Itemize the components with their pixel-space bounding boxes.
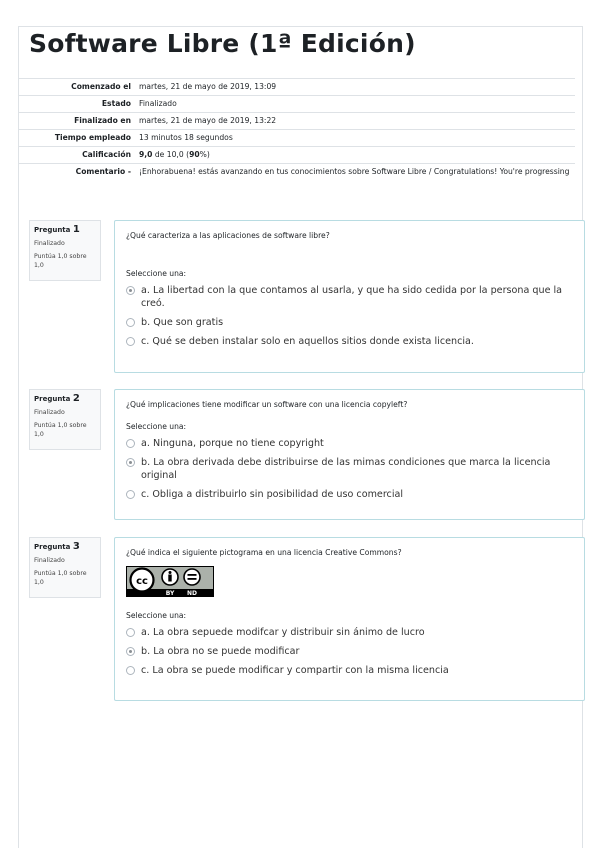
question-number: Pregunta 3 <box>34 541 80 552</box>
radio-icon[interactable] <box>126 337 135 346</box>
summary-row-comment <box>19 164 575 181</box>
summary-key: Comentario - <box>19 164 135 181</box>
answer-option[interactable] <box>126 645 573 658</box>
summary-key: Calificación <box>19 147 135 164</box>
summary-value: martes, 21 de mayo de 2019, 13:22 <box>135 113 575 130</box>
summary-row-time-taken <box>19 130 575 147</box>
summary-key: Finalizado en <box>19 113 135 130</box>
answer-option[interactable] <box>126 316 573 329</box>
answer-option-label: b. La obra derivada debe distribuirse de las mimas condiciones que marca la licencia original <box>141 457 551 481</box>
summary-value: martes, 21 de mayo de 2019, 13:09 <box>135 79 575 96</box>
grade-percent: 90 <box>189 150 200 159</box>
question-score: Puntúa 1,0 sobre 1,0 <box>34 570 87 586</box>
answer-option-label: c. Qué se deben instalar solo en aquellos sitios donde exista licencia. <box>141 336 474 347</box>
answer-option-label: c. La obra se puede modificar y compartir con la misma licencia <box>141 665 449 676</box>
summary-row-grade <box>19 147 575 164</box>
summary-value: Finalizado <box>135 96 575 113</box>
summary-value <box>135 147 575 164</box>
answer-option-label: a. Ninguna, porque no tiene copyright <box>141 438 324 449</box>
by-icon-label: BY <box>165 590 175 597</box>
radio-icon[interactable] <box>126 490 135 499</box>
summary-key: Tiempo empleado <box>19 130 135 147</box>
summary-row-started <box>19 79 575 96</box>
question-state: Finalizado <box>34 240 65 247</box>
answer-option[interactable] <box>126 284 573 310</box>
attempt-summary-table <box>19 78 575 180</box>
question-number: Pregunta 1 <box>34 224 80 235</box>
answer-option[interactable] <box>126 335 573 348</box>
question-info <box>29 220 101 281</box>
answer-option-label: a. La libertad con la que contamos al usarla, y que ha sido cedida por la persona que la creó. <box>141 285 563 309</box>
question-content <box>114 220 585 373</box>
summary-key: Comenzado el <box>19 79 135 96</box>
grade-score: 9,0 <box>139 150 153 159</box>
nd-icon-label: ND <box>186 590 198 597</box>
grade-out-of: de 10,0 ( <box>152 150 190 159</box>
answer-option[interactable] <box>126 626 573 639</box>
answer-prompt: Seleccione una: <box>126 611 187 620</box>
radio-icon[interactable] <box>126 439 135 448</box>
radio-icon[interactable] <box>126 318 135 327</box>
radio-icon[interactable] <box>126 628 135 637</box>
question-text: ¿Qué caracteriza a las aplicaciones de software libre? <box>126 231 330 240</box>
summary-key: Estado <box>19 96 135 113</box>
answer-option-label: a. La obra sepuede modifcar y distribuir sin ánimo de lucro <box>141 627 425 638</box>
question-text: ¿Qué indica el siguiente pictograma en una licencia Creative Commons? <box>126 548 402 557</box>
question-text: ¿Qué implicaciones tiene modificar un software con una licencia copyleft? <box>126 400 408 409</box>
question-state: Finalizado <box>34 409 65 416</box>
answer-prompt: Seleccione una: <box>126 422 187 431</box>
question-number: Pregunta 2 <box>34 393 80 404</box>
summary-row-state <box>19 96 575 113</box>
answer-prompt: Seleccione una: <box>126 269 187 278</box>
cc-icon-label: cc <box>136 576 148 587</box>
radio-selected-icon[interactable] <box>126 647 135 656</box>
question-score: Puntúa 1,0 sobre 1,0 <box>34 253 87 269</box>
answer-option[interactable] <box>126 437 573 450</box>
question-content <box>114 389 585 520</box>
answer-option-label: c. Obliga a distribuirlo sin posibilidad de uso comercial <box>141 489 404 500</box>
answer-option-label: b. Que son gratis <box>141 317 224 328</box>
answer-option-label: b. La obra no se puede modificar <box>141 646 300 657</box>
answer-option[interactable] <box>126 664 573 677</box>
cc-by-nd-icon <box>126 566 214 597</box>
radio-selected-icon[interactable] <box>126 458 135 467</box>
question-info <box>29 537 101 598</box>
question-state: Finalizado <box>34 557 65 564</box>
radio-icon[interactable] <box>126 666 135 675</box>
summary-row-finished <box>19 113 575 130</box>
grade-percent-suffix: %) <box>199 150 210 159</box>
question-info <box>29 389 101 450</box>
answer-option[interactable] <box>126 488 573 501</box>
question-content <box>114 537 585 701</box>
radio-selected-icon[interactable] <box>126 286 135 295</box>
answer-option[interactable] <box>126 456 573 482</box>
question-score: Puntúa 1,0 sobre 1,0 <box>34 422 87 438</box>
summary-value: 13 minutos 18 segundos <box>135 130 575 147</box>
page-title: Software Libre (1ª Edición) <box>29 29 416 58</box>
summary-value: ¡Enhorabuena! estás avanzando en tus conocimientos sobre Software Libre / Congratulations! You're progressing <box>135 164 575 181</box>
quiz-review-page <box>18 26 583 848</box>
